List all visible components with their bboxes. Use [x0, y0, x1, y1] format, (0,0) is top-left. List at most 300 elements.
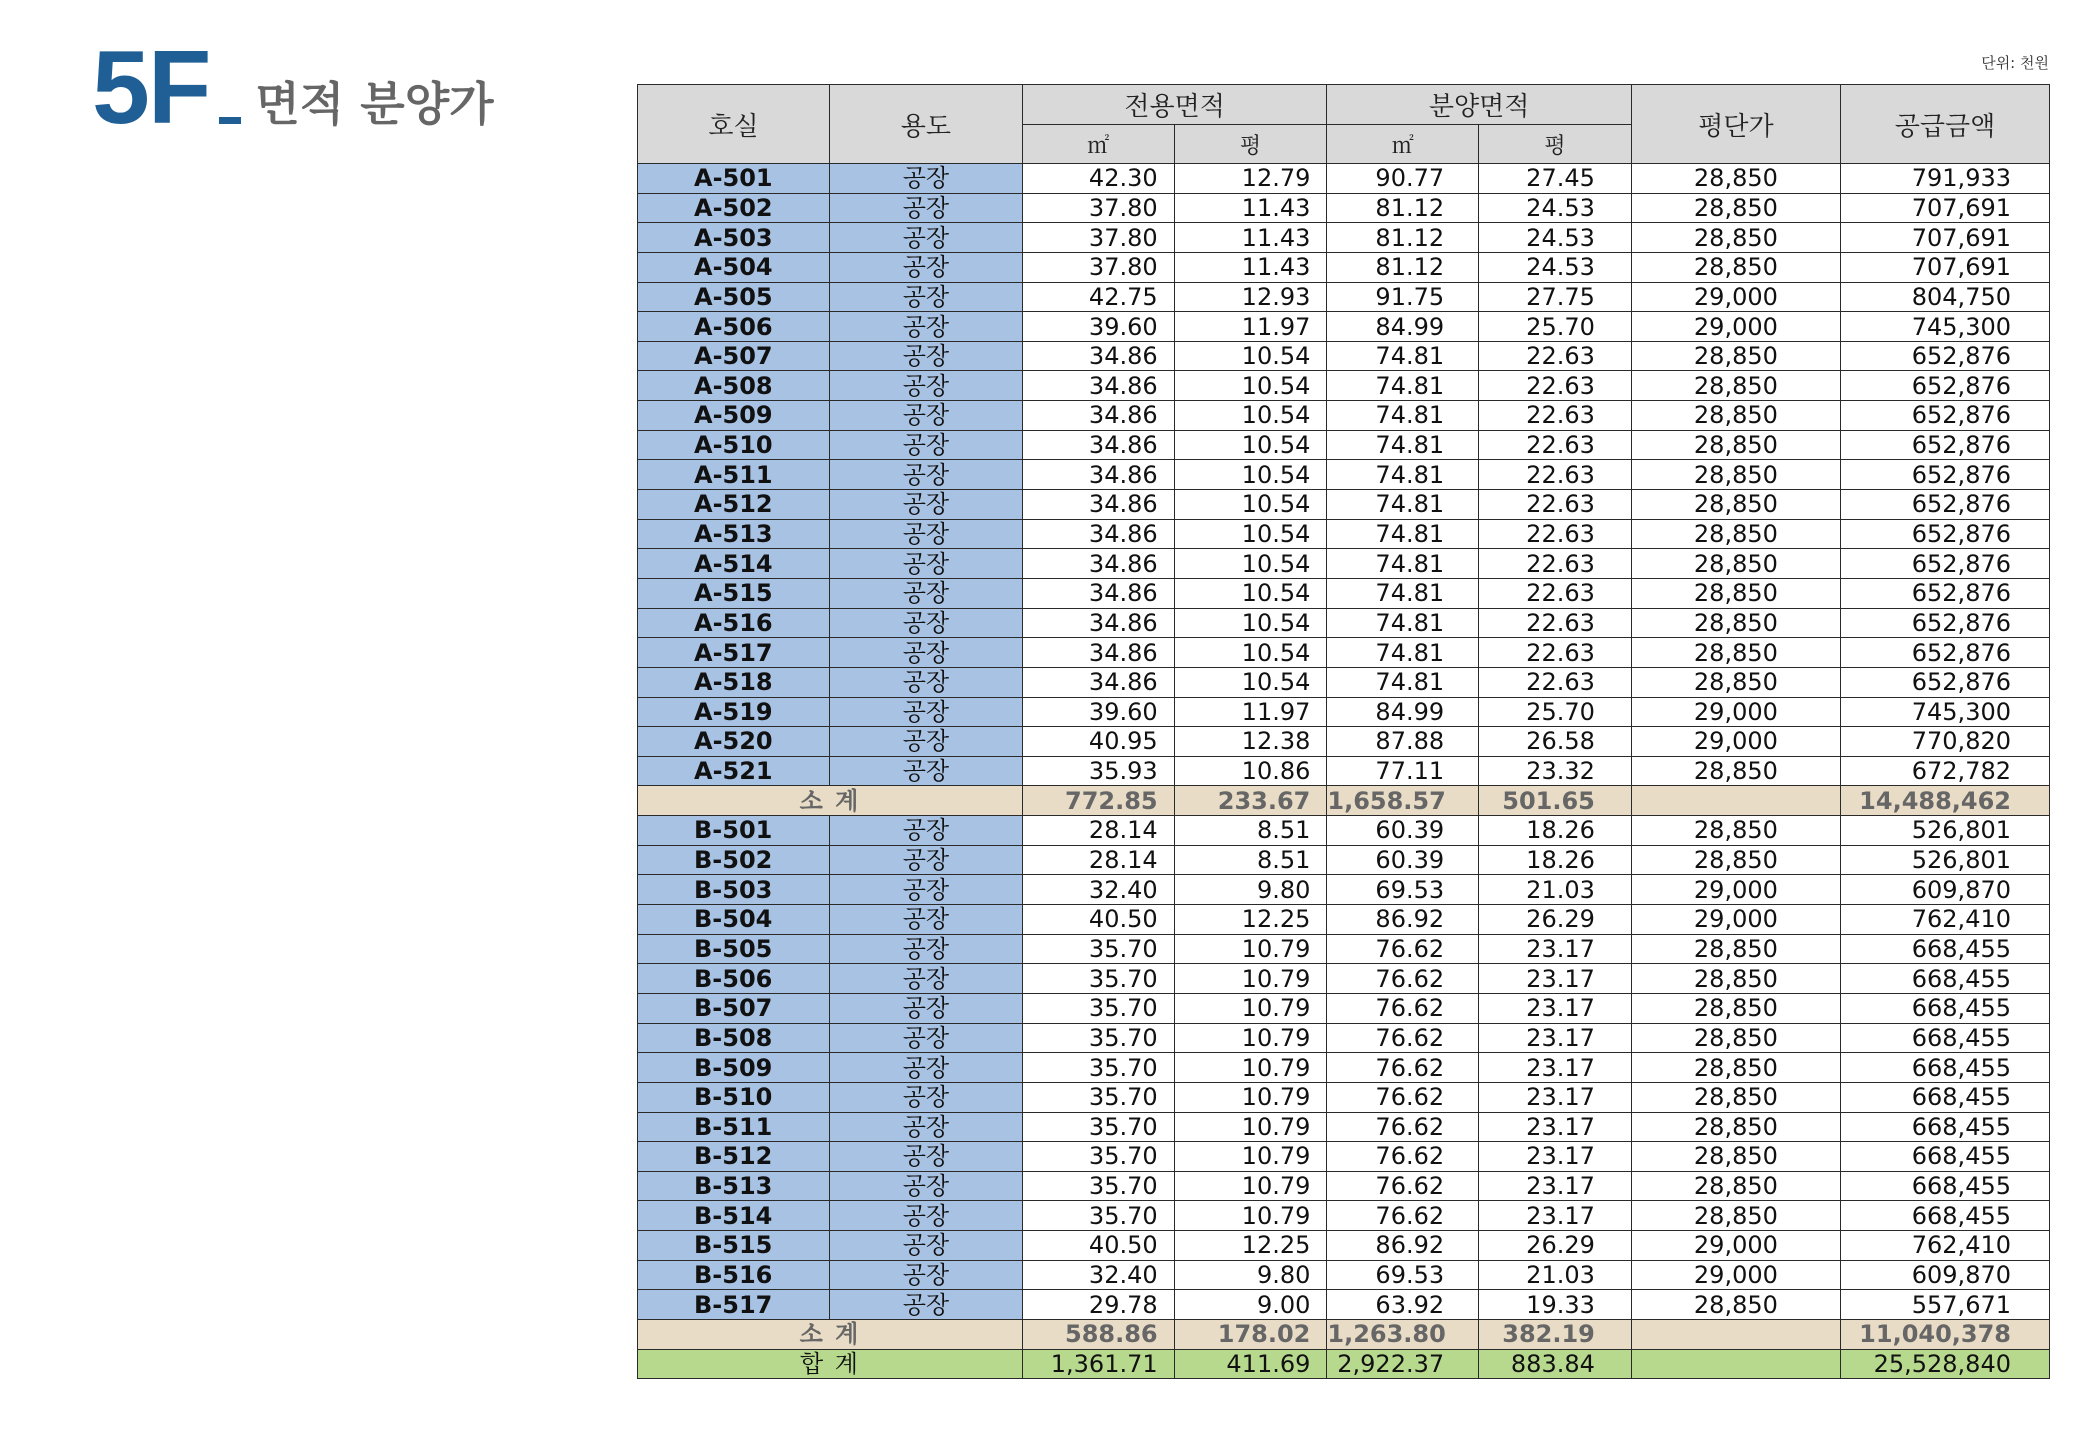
subtotal-row-a-supply-amount: 14,488,462 — [1840, 786, 2049, 816]
sale-area-pyeong: 22.63 — [1479, 401, 1632, 431]
exclusive-area-pyeong: 10.79 — [1174, 1201, 1327, 1231]
exclusive-area-m2: 34.86 — [1022, 638, 1174, 668]
sale-area-pyeong: 22.63 — [1479, 341, 1632, 371]
table-row — [638, 164, 2050, 194]
exclusive-area-pyeong: 9.80 — [1174, 875, 1327, 905]
room-number: B-514 — [638, 1201, 830, 1231]
subtotal-row-a — [638, 786, 2050, 816]
exclusive-area-pyeong: 12.25 — [1174, 905, 1327, 935]
price-per-pyeong: 28,850 — [1631, 638, 1840, 668]
table-row — [638, 193, 2050, 223]
sale-area-pyeong: 26.58 — [1479, 727, 1632, 757]
exclusive-area-pyeong: 12.25 — [1174, 1231, 1327, 1261]
sale-area-m2: 74.81 — [1327, 430, 1479, 460]
header-supply-amount: 공급금액 — [1840, 85, 2049, 164]
exclusive-area-pyeong: 10.79 — [1174, 993, 1327, 1023]
exclusive-area-pyeong: 10.54 — [1174, 549, 1327, 579]
room-use: 공장 — [829, 638, 1022, 668]
supply-amount: 791,933 — [1840, 164, 2049, 194]
sale-area-m2: 74.81 — [1327, 667, 1479, 697]
room-number: A-520 — [638, 727, 830, 757]
sale-area-m2: 81.12 — [1327, 223, 1479, 253]
price-per-pyeong: 29,000 — [1631, 905, 1840, 935]
exclusive-area-pyeong: 10.79 — [1174, 1023, 1327, 1053]
exclusive-area-m2: 28.14 — [1022, 845, 1174, 875]
room-number: A-507 — [638, 341, 830, 371]
price-per-pyeong: 28,850 — [1631, 371, 1840, 401]
room-number: B-506 — [638, 964, 830, 994]
sale-area-m2: 63.92 — [1327, 1290, 1479, 1320]
sale-area-m2: 74.81 — [1327, 401, 1479, 431]
room-number: A-514 — [638, 549, 830, 579]
exclusive-area-pyeong: 10.79 — [1174, 1112, 1327, 1142]
sale-area-pyeong: 22.63 — [1479, 460, 1632, 490]
supply-amount: 672,782 — [1840, 756, 2049, 786]
page-subtitle: 면적 분양가 — [255, 77, 494, 131]
table-body — [638, 164, 2050, 1379]
supply-amount: 652,876 — [1840, 371, 2049, 401]
sale-area-m2: 76.62 — [1327, 1082, 1479, 1112]
room-number: A-503 — [638, 223, 830, 253]
room-use: 공장 — [829, 341, 1022, 371]
exclusive-area-pyeong: 12.93 — [1174, 282, 1327, 312]
sale-area-m2: 86.92 — [1327, 1231, 1479, 1261]
room-use: 공장 — [829, 1260, 1022, 1290]
price-per-pyeong: 29,000 — [1631, 282, 1840, 312]
room-number: B-513 — [638, 1171, 830, 1201]
table-row — [638, 727, 2050, 757]
room-number: A-517 — [638, 638, 830, 668]
price-per-pyeong: 28,850 — [1631, 1112, 1840, 1142]
room-use: 공장 — [829, 697, 1022, 727]
exclusive-area-m2: 37.80 — [1022, 223, 1174, 253]
table-row — [638, 341, 2050, 371]
supply-amount: 652,876 — [1840, 608, 2049, 638]
exclusive-area-pyeong: 8.51 — [1174, 816, 1327, 846]
sale-area-m2: 74.81 — [1327, 638, 1479, 668]
price-per-pyeong: 28,850 — [1631, 252, 1840, 282]
price-per-pyeong: 28,850 — [1631, 164, 1840, 194]
sale-area-m2: 84.99 — [1327, 312, 1479, 342]
exclusive-area-m2: 35.70 — [1022, 1053, 1174, 1083]
header-exclusive-area: 전용면적 — [1022, 85, 1327, 125]
price-per-pyeong: 28,850 — [1631, 608, 1840, 638]
room-number: B-509 — [638, 1053, 830, 1083]
exclusive-area-m2: 34.86 — [1022, 341, 1174, 371]
supply-amount: 652,876 — [1840, 460, 2049, 490]
sale-area-pyeong: 18.26 — [1479, 845, 1632, 875]
table-row — [638, 1290, 2050, 1320]
exclusive-area-m2: 42.30 — [1022, 164, 1174, 194]
exclusive-area-pyeong: 8.51 — [1174, 845, 1327, 875]
price-per-pyeong: 29,000 — [1631, 1231, 1840, 1261]
room-number: A-504 — [638, 252, 830, 282]
room-number: B-504 — [638, 905, 830, 935]
exclusive-area-pyeong: 11.43 — [1174, 252, 1327, 282]
exclusive-area-m2: 35.70 — [1022, 1082, 1174, 1112]
sale-area-pyeong: 23.17 — [1479, 934, 1632, 964]
sale-area-m2: 74.81 — [1327, 490, 1479, 520]
room-number: B-503 — [638, 875, 830, 905]
room-use: 공장 — [829, 1112, 1022, 1142]
table-row — [638, 490, 2050, 520]
grand-total-row-supply-amount: 25,528,840 — [1840, 1349, 2049, 1379]
price-per-pyeong: 29,000 — [1631, 1260, 1840, 1290]
supply-amount: 770,820 — [1840, 727, 2049, 757]
subtotal-row-a-sale-m2: 1,658.57 — [1327, 786, 1479, 816]
supply-amount: 668,455 — [1840, 1023, 2049, 1053]
subtotal-row-b-exclusive-pyeong: 178.02 — [1174, 1319, 1327, 1349]
sale-area-m2: 76.62 — [1327, 1171, 1479, 1201]
exclusive-area-pyeong: 10.54 — [1174, 519, 1327, 549]
supply-amount: 652,876 — [1840, 401, 2049, 431]
sale-area-m2: 86.92 — [1327, 905, 1479, 935]
supply-amount: 668,455 — [1840, 1112, 2049, 1142]
price-per-pyeong: 28,850 — [1631, 934, 1840, 964]
price-per-pyeong: 28,850 — [1631, 1142, 1840, 1172]
table-row — [638, 1201, 2050, 1231]
price-per-pyeong: 28,850 — [1631, 816, 1840, 846]
supply-amount: 707,691 — [1840, 193, 2049, 223]
header-price-per-pyeong: 평단가 — [1631, 85, 1840, 164]
exclusive-area-m2: 34.86 — [1022, 667, 1174, 697]
exclusive-area-pyeong: 10.54 — [1174, 638, 1327, 668]
room-number: B-511 — [638, 1112, 830, 1142]
table-row — [638, 845, 2050, 875]
room-number: B-508 — [638, 1023, 830, 1053]
room-use: 공장 — [829, 993, 1022, 1023]
room-use: 공장 — [829, 371, 1022, 401]
table-row — [638, 1053, 2050, 1083]
exclusive-area-m2: 40.50 — [1022, 1231, 1174, 1261]
exclusive-area-pyeong: 10.79 — [1174, 934, 1327, 964]
room-use: 공장 — [829, 223, 1022, 253]
exclusive-area-m2: 35.93 — [1022, 756, 1174, 786]
table-row — [638, 875, 2050, 905]
sale-area-pyeong: 23.17 — [1479, 1171, 1632, 1201]
exclusive-area-m2: 34.86 — [1022, 490, 1174, 520]
grand-total-row-exclusive-m2: 1,361.71 — [1022, 1349, 1174, 1379]
exclusive-area-m2: 32.40 — [1022, 1260, 1174, 1290]
exclusive-area-m2: 34.86 — [1022, 549, 1174, 579]
sale-area-m2: 69.53 — [1327, 875, 1479, 905]
price-per-pyeong: 28,850 — [1631, 993, 1840, 1023]
room-number: A-508 — [638, 371, 830, 401]
room-use: 공장 — [829, 164, 1022, 194]
table-row — [638, 1231, 2050, 1261]
price-per-pyeong: 28,850 — [1631, 193, 1840, 223]
room-use: 공장 — [829, 964, 1022, 994]
supply-amount: 652,876 — [1840, 549, 2049, 579]
exclusive-area-m2: 40.50 — [1022, 905, 1174, 935]
exclusive-area-pyeong: 10.54 — [1174, 460, 1327, 490]
sale-area-m2: 74.81 — [1327, 341, 1479, 371]
exclusive-area-pyeong: 10.79 — [1174, 964, 1327, 994]
sale-area-m2: 84.99 — [1327, 697, 1479, 727]
sale-area-m2: 76.62 — [1327, 964, 1479, 994]
sale-area-m2: 74.81 — [1327, 460, 1479, 490]
supply-amount: 668,455 — [1840, 1142, 2049, 1172]
room-number: A-502 — [638, 193, 830, 223]
sale-area-pyeong: 23.17 — [1479, 993, 1632, 1023]
sale-area-pyeong: 22.63 — [1479, 519, 1632, 549]
supply-amount: 762,410 — [1840, 1231, 2049, 1261]
table-row — [638, 312, 2050, 342]
exclusive-area-m2: 35.70 — [1022, 993, 1174, 1023]
table-row — [638, 638, 2050, 668]
sale-area-pyeong: 25.70 — [1479, 312, 1632, 342]
sale-area-pyeong: 19.33 — [1479, 1290, 1632, 1320]
table-row — [638, 1142, 2050, 1172]
sale-area-pyeong: 23.17 — [1479, 1201, 1632, 1231]
sale-area-pyeong: 21.03 — [1479, 875, 1632, 905]
room-number: A-506 — [638, 312, 830, 342]
exclusive-area-m2: 29.78 — [1022, 1290, 1174, 1320]
room-use: 공장 — [829, 727, 1022, 757]
exclusive-area-m2: 42.75 — [1022, 282, 1174, 312]
exclusive-area-m2: 34.86 — [1022, 608, 1174, 638]
table-row — [638, 993, 2050, 1023]
room-number: B-512 — [638, 1142, 830, 1172]
unit-note: 단위: 천원 — [1981, 54, 2049, 72]
room-use: 공장 — [829, 312, 1022, 342]
sale-area-pyeong: 18.26 — [1479, 816, 1632, 846]
room-number: B-510 — [638, 1082, 830, 1112]
price-per-pyeong: 28,850 — [1631, 1290, 1840, 1320]
table-row — [638, 223, 2050, 253]
subtotal-row-a-label: 소 계 — [638, 786, 1023, 816]
sale-area-pyeong: 22.63 — [1479, 490, 1632, 520]
price-per-pyeong: 28,850 — [1631, 460, 1840, 490]
supply-amount: 707,691 — [1840, 223, 2049, 253]
supply-amount: 668,455 — [1840, 1053, 2049, 1083]
table-row — [638, 401, 2050, 431]
exclusive-area-pyeong: 11.97 — [1174, 697, 1327, 727]
price-per-pyeong: 28,850 — [1631, 223, 1840, 253]
table-row — [638, 1260, 2050, 1290]
header-sale-m2: ㎡ — [1327, 125, 1479, 164]
sale-area-pyeong: 23.17 — [1479, 1023, 1632, 1053]
room-use: 공장 — [829, 252, 1022, 282]
room-number: B-502 — [638, 845, 830, 875]
sale-area-m2: 60.39 — [1327, 845, 1479, 875]
room-use: 공장 — [829, 667, 1022, 697]
price-per-pyeong: 28,850 — [1631, 578, 1840, 608]
price-per-pyeong: 29,000 — [1631, 312, 1840, 342]
price-per-pyeong: 28,850 — [1631, 667, 1840, 697]
table-row — [638, 934, 2050, 964]
room-number: A-518 — [638, 667, 830, 697]
supply-amount: 668,455 — [1840, 964, 2049, 994]
supply-amount: 745,300 — [1840, 697, 2049, 727]
exclusive-area-m2: 35.70 — [1022, 1112, 1174, 1142]
sale-area-m2: 91.75 — [1327, 282, 1479, 312]
exclusive-area-m2: 35.70 — [1022, 1142, 1174, 1172]
exclusive-area-pyeong: 11.43 — [1174, 193, 1327, 223]
sale-area-pyeong: 23.17 — [1479, 1053, 1632, 1083]
sale-area-pyeong: 23.17 — [1479, 964, 1632, 994]
sale-area-pyeong: 24.53 — [1479, 252, 1632, 282]
supply-amount: 652,876 — [1840, 490, 2049, 520]
price-per-pyeong: 28,850 — [1631, 1053, 1840, 1083]
subtotal-row-a-price-per-pyeong — [1631, 786, 1840, 816]
table-row — [638, 667, 2050, 697]
exclusive-area-pyeong: 10.79 — [1174, 1082, 1327, 1112]
room-number: B-501 — [638, 816, 830, 846]
table-row — [638, 816, 2050, 846]
sale-area-m2: 87.88 — [1327, 727, 1479, 757]
room-number: B-505 — [638, 934, 830, 964]
exclusive-area-m2: 35.70 — [1022, 964, 1174, 994]
room-number: A-519 — [638, 697, 830, 727]
subtotal-row-a-exclusive-m2: 772.85 — [1022, 786, 1174, 816]
room-use: 공장 — [829, 1171, 1022, 1201]
table-row — [638, 252, 2050, 282]
subtotal-row-b-sale-m2: 1,263.80 — [1327, 1319, 1479, 1349]
sale-area-m2: 81.12 — [1327, 252, 1479, 282]
supply-amount: 668,455 — [1840, 934, 2049, 964]
room-use: 공장 — [829, 549, 1022, 579]
sale-area-pyeong: 22.63 — [1479, 549, 1632, 579]
room-use: 공장 — [829, 1231, 1022, 1261]
exclusive-area-m2: 37.80 — [1022, 252, 1174, 282]
supply-amount: 652,876 — [1840, 341, 2049, 371]
room-use: 공장 — [829, 430, 1022, 460]
sale-area-pyeong: 23.32 — [1479, 756, 1632, 786]
room-use: 공장 — [829, 875, 1022, 905]
sale-area-pyeong: 21.03 — [1479, 1260, 1632, 1290]
exclusive-area-pyeong: 12.38 — [1174, 727, 1327, 757]
grand-total-row-sale-pyeong: 883.84 — [1479, 1349, 1632, 1379]
room-number: A-505 — [638, 282, 830, 312]
room-use: 공장 — [829, 816, 1022, 846]
exclusive-area-m2: 34.86 — [1022, 430, 1174, 460]
room-use: 공장 — [829, 905, 1022, 935]
sale-area-m2: 74.81 — [1327, 519, 1479, 549]
table-row — [638, 905, 2050, 935]
exclusive-area-pyeong: 10.79 — [1174, 1171, 1327, 1201]
exclusive-area-pyeong: 10.54 — [1174, 490, 1327, 520]
room-number: A-512 — [638, 490, 830, 520]
room-number: B-516 — [638, 1260, 830, 1290]
price-per-pyeong: 28,850 — [1631, 964, 1840, 994]
sale-area-pyeong: 26.29 — [1479, 905, 1632, 935]
room-number: A-510 — [638, 430, 830, 460]
sale-area-m2: 76.62 — [1327, 1023, 1479, 1053]
exclusive-area-pyeong: 10.54 — [1174, 430, 1327, 460]
sale-area-m2: 76.62 — [1327, 1142, 1479, 1172]
sale-area-pyeong: 27.45 — [1479, 164, 1632, 194]
exclusive-area-pyeong: 11.97 — [1174, 312, 1327, 342]
supply-amount: 762,410 — [1840, 905, 2049, 935]
subtotal-row-b-supply-amount: 11,040,378 — [1840, 1319, 2049, 1349]
exclusive-area-m2: 40.95 — [1022, 727, 1174, 757]
header-room: 호실 — [638, 85, 830, 164]
price-per-pyeong: 28,850 — [1631, 490, 1840, 520]
price-per-pyeong: 28,850 — [1631, 519, 1840, 549]
exclusive-area-m2: 34.86 — [1022, 460, 1174, 490]
room-use: 공장 — [829, 1290, 1022, 1320]
exclusive-area-m2: 35.70 — [1022, 1023, 1174, 1053]
table-row — [638, 371, 2050, 401]
room-use: 공장 — [829, 1023, 1022, 1053]
sale-area-m2: 90.77 — [1327, 164, 1479, 194]
sale-area-pyeong: 22.63 — [1479, 578, 1632, 608]
exclusive-area-pyeong: 10.86 — [1174, 756, 1327, 786]
room-use: 공장 — [829, 282, 1022, 312]
room-use: 공장 — [829, 490, 1022, 520]
supply-amount: 526,801 — [1840, 816, 2049, 846]
room-use: 공장 — [829, 934, 1022, 964]
supply-amount: 652,876 — [1840, 519, 2049, 549]
exclusive-area-pyeong: 10.79 — [1174, 1142, 1327, 1172]
room-number: A-501 — [638, 164, 830, 194]
sale-area-m2: 60.39 — [1327, 816, 1479, 846]
table-row — [638, 1171, 2050, 1201]
table-header — [638, 85, 2050, 164]
grand-total-row — [638, 1349, 2050, 1379]
room-number: A-509 — [638, 401, 830, 431]
sale-area-m2: 76.62 — [1327, 1112, 1479, 1142]
sale-area-pyeong: 23.17 — [1479, 1112, 1632, 1142]
table-row — [638, 578, 2050, 608]
header-exclusive-pyeong: 평 — [1174, 125, 1327, 164]
supply-amount: 652,876 — [1840, 667, 2049, 697]
floor-label: 5F — [92, 30, 210, 146]
exclusive-area-pyeong: 9.80 — [1174, 1260, 1327, 1290]
room-use: 공장 — [829, 578, 1022, 608]
exclusive-area-m2: 35.70 — [1022, 934, 1174, 964]
sale-area-pyeong: 22.63 — [1479, 608, 1632, 638]
sale-area-pyeong: 24.53 — [1479, 223, 1632, 253]
title-separator — [219, 117, 241, 124]
table-row — [638, 964, 2050, 994]
sale-area-m2: 69.53 — [1327, 1260, 1479, 1290]
exclusive-area-pyeong: 9.00 — [1174, 1290, 1327, 1320]
sale-area-pyeong: 22.63 — [1479, 667, 1632, 697]
subtotal-row-b-sale-pyeong: 382.19 — [1479, 1319, 1632, 1349]
sale-area-m2: 74.81 — [1327, 549, 1479, 579]
room-use: 공장 — [829, 756, 1022, 786]
table-row — [638, 1082, 2050, 1112]
supply-amount: 557,671 — [1840, 1290, 2049, 1320]
room-use: 공장 — [829, 460, 1022, 490]
subtotal-row-b — [638, 1319, 2050, 1349]
subtotal-row-a-sale-pyeong: 501.65 — [1479, 786, 1632, 816]
exclusive-area-m2: 34.86 — [1022, 519, 1174, 549]
supply-amount: 609,870 — [1840, 875, 2049, 905]
sale-area-m2: 74.81 — [1327, 578, 1479, 608]
room-use: 공장 — [829, 845, 1022, 875]
grand-total-row-price-per-pyeong — [1631, 1349, 1840, 1379]
room-use: 공장 — [829, 1201, 1022, 1231]
grand-total-row-exclusive-pyeong: 411.69 — [1174, 1349, 1327, 1379]
table-row — [638, 282, 2050, 312]
price-per-pyeong: 28,850 — [1631, 430, 1840, 460]
exclusive-area-pyeong: 10.54 — [1174, 608, 1327, 638]
sale-area-m2: 77.11 — [1327, 756, 1479, 786]
header-sale-pyeong: 평 — [1479, 125, 1632, 164]
table-row — [638, 1112, 2050, 1142]
price-per-pyeong: 28,850 — [1631, 1023, 1840, 1053]
supply-amount: 668,455 — [1840, 1201, 2049, 1231]
sale-area-m2: 76.62 — [1327, 934, 1479, 964]
subtotal-row-b-exclusive-m2: 588.86 — [1022, 1319, 1174, 1349]
supply-amount: 652,876 — [1840, 578, 2049, 608]
sale-area-m2: 74.81 — [1327, 608, 1479, 638]
room-use: 공장 — [829, 519, 1022, 549]
supply-amount: 652,876 — [1840, 430, 2049, 460]
